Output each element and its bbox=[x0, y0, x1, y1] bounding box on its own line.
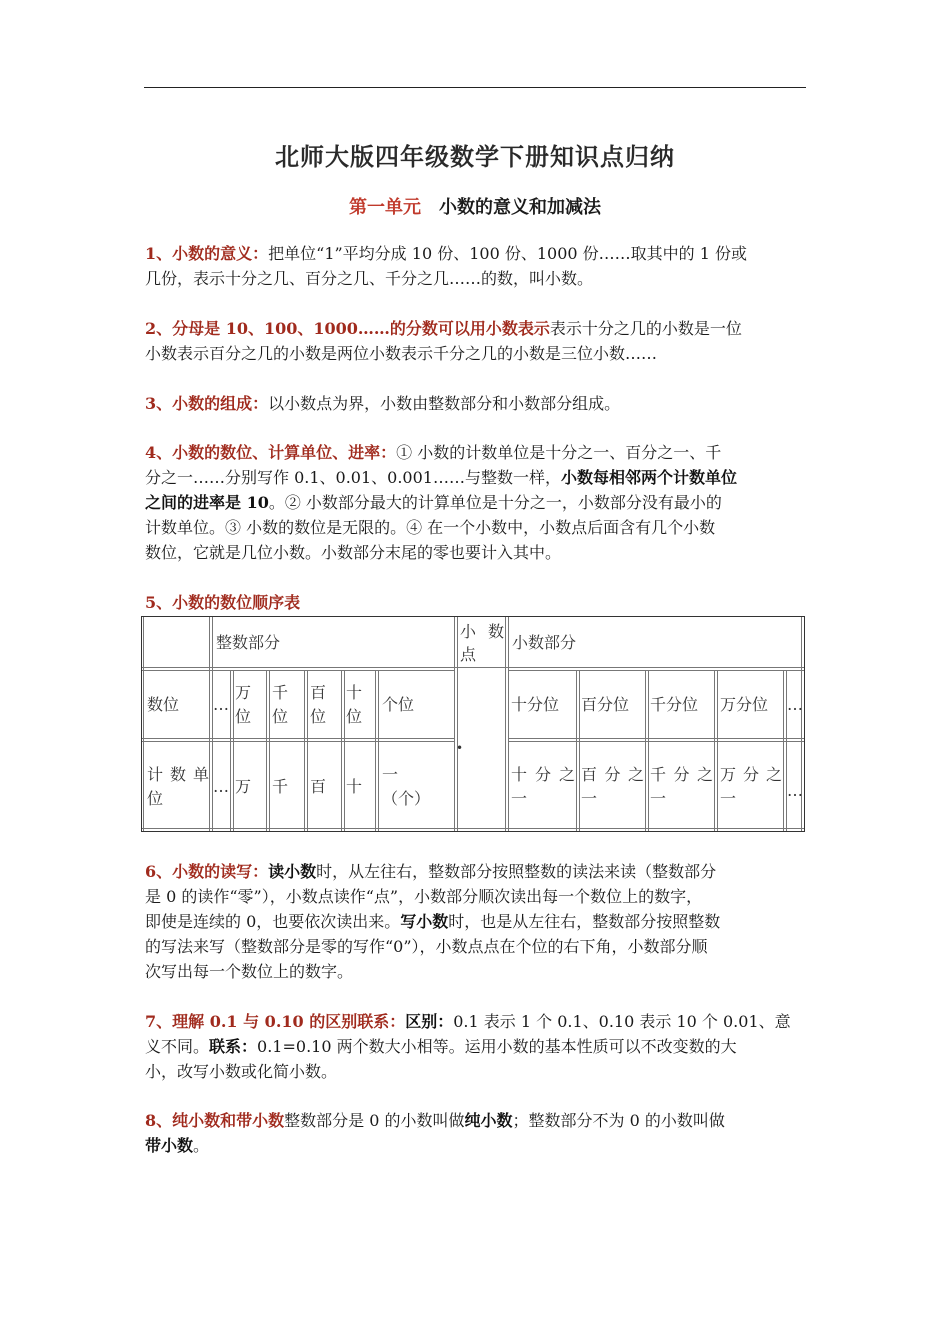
section-2-heading: 2、分母是 10、100、1000……的分数可以用小数表示 bbox=[145, 319, 550, 338]
table-rule bbox=[212, 617, 213, 831]
section-3-heading: 3、小数的组成： bbox=[145, 394, 269, 413]
table-rule bbox=[307, 670, 308, 831]
table-rule bbox=[269, 670, 270, 831]
table-rule bbox=[579, 670, 580, 831]
section-8-emphasis: 纯小数 bbox=[464, 1111, 513, 1130]
unit-hundredth-a: 百 分 之 bbox=[581, 765, 644, 784]
table-rule bbox=[233, 670, 234, 831]
table-rule bbox=[142, 667, 804, 668]
table-rule bbox=[717, 670, 718, 831]
section-8 bbox=[145, 1108, 811, 1158]
section-7 bbox=[145, 1009, 811, 1084]
section-4-emphasis: 之间的进率是 10 bbox=[145, 493, 269, 512]
unit-wan: 万 bbox=[235, 777, 252, 796]
section-7-line: 小，改写小数或化简小数。 bbox=[145, 1062, 338, 1081]
section-3 bbox=[145, 391, 811, 416]
section-6-line: 时，从左往右，整数部分按照整数的读法来读（整数部分 bbox=[316, 862, 717, 881]
cell-qian-wei-a: 千 bbox=[272, 683, 289, 702]
document-title: 北师大版四年级数学下册知识点归纳 bbox=[275, 142, 675, 171]
decimal-point-dot: • bbox=[456, 741, 464, 755]
section-3-line: 以小数点为界，小数由整数部分和小数部分组成。 bbox=[268, 394, 621, 413]
table-rule bbox=[344, 670, 345, 831]
section-6-line: 时，也是从左往右，整数部分按照整数 bbox=[448, 912, 721, 931]
header-decimal-point bbox=[460, 620, 504, 643]
cell-tenths: 十分位 bbox=[511, 695, 560, 714]
section-6 bbox=[145, 859, 811, 984]
unit-bai: 百 bbox=[310, 777, 327, 796]
section-4-line: ① 小数的计数单位是十分之一、百分之一、千 bbox=[396, 443, 722, 462]
section-4-line: 计数单位。③ 小数的数位是无限的。④ 在一个小数中，小数点后面含有几个小数 bbox=[145, 518, 716, 537]
table-rule bbox=[143, 617, 144, 831]
cell-bai-wei-b: 位 bbox=[310, 707, 327, 726]
section-8-line: 。 bbox=[193, 1136, 210, 1155]
table-rule bbox=[457, 617, 458, 831]
cell-shi-wei-b: 位 bbox=[346, 707, 363, 726]
section-8-emphasis: 带小数 bbox=[145, 1136, 194, 1155]
section-4-emphasis: 小数每相邻两个计数单位 bbox=[560, 468, 737, 487]
cell-wan-wei-b: 位 bbox=[235, 707, 252, 726]
table-rule bbox=[341, 670, 342, 831]
section-6-line: 是 0 的读作“零”），小数点读作“点”，小数部分顺次读出每一个数位上的数字， bbox=[145, 887, 703, 906]
section-7-line: 0.1 表示 1 个 0.1、0.10 表示 10 个 0.01、意 bbox=[453, 1012, 791, 1031]
table-rule bbox=[508, 741, 804, 742]
table-rule bbox=[714, 670, 715, 831]
section-7-heading: 7、理解 0.1 与 0.10 的区别联系： bbox=[145, 1012, 406, 1031]
section-4-line: 分之一……分别写作 0.1、0.01、0.001……与整数一样， bbox=[145, 468, 561, 487]
table-rule bbox=[508, 617, 509, 831]
cell-bai-wei-a: 百 bbox=[310, 683, 327, 702]
row-label-place: 数位 bbox=[147, 695, 180, 714]
section-7-line: 0.1=0.10 两个数大小相等。运用小数的基本性质可以不改变数的大 bbox=[257, 1037, 737, 1056]
ellipsis-cell: … bbox=[787, 781, 803, 800]
section-1-line: 把单位“1”平均分成 10 份、100 份、1000 份……取其中的 1 份或 bbox=[268, 244, 747, 263]
section-8-heading: 8、纯小数和带小数 bbox=[145, 1111, 285, 1130]
table-rule bbox=[375, 670, 376, 831]
header-decimal-point-char: 小 bbox=[460, 622, 480, 641]
header-integer-part: 整数部分 bbox=[216, 633, 281, 652]
section-6-emphasis: 读小数 bbox=[268, 862, 317, 881]
unit-qian: 千 bbox=[272, 777, 289, 796]
unit-ten-thousandth-a: 万 分 之 bbox=[720, 765, 782, 784]
row-label-unit-a: 计 数 单 bbox=[147, 765, 209, 784]
section-1-heading: 1、小数的意义： bbox=[145, 244, 269, 263]
table-rule bbox=[209, 617, 210, 831]
unit-ge-b: （个） bbox=[382, 789, 431, 808]
section-6-heading: 6、小数的读写： bbox=[145, 862, 269, 881]
section-1 bbox=[145, 241, 811, 291]
place-value-table bbox=[141, 616, 805, 832]
section-6-line: 次写出每一个数位上的数字。 bbox=[145, 962, 354, 981]
section-7-emphasis: 联系： bbox=[209, 1037, 258, 1056]
ellipsis-cell: … bbox=[213, 777, 229, 796]
unit-ten-thousandth-b: 一 bbox=[720, 789, 737, 808]
section-2-line: 小数表示百分之几的小数是两位小数表示千分之几的小数是三位小数…… bbox=[145, 344, 658, 363]
table-rule bbox=[783, 670, 784, 831]
cell-hundredths: 百分位 bbox=[581, 695, 630, 714]
section-6-emphasis: 写小数 bbox=[400, 912, 449, 931]
section-7-line: 义不同。 bbox=[145, 1037, 210, 1056]
table-rule bbox=[266, 670, 267, 831]
table-rule bbox=[142, 670, 454, 671]
section-6-line: 的写法来写（整数部分是零的写作“0”），小数点点在个位的右下角，小数部分顺 bbox=[145, 937, 708, 956]
table-rule bbox=[505, 617, 506, 831]
table-rule bbox=[576, 670, 577, 831]
row-label-unit-b: 位 bbox=[147, 789, 164, 808]
section-8-line: ；整数部分不为 0 的小数叫做 bbox=[512, 1111, 725, 1130]
table-rule bbox=[378, 670, 379, 831]
section-4-line: 。② 小数部分最大的计算单位是十分之一，小数部分没有最小的 bbox=[268, 493, 722, 512]
cell-qian-wei-b: 位 bbox=[272, 707, 289, 726]
unit-shi: 十 bbox=[346, 777, 363, 796]
unit-heading bbox=[0, 193, 950, 219]
table-rule bbox=[645, 670, 646, 831]
table-rule bbox=[142, 738, 454, 739]
table-rule bbox=[142, 741, 454, 742]
section-6-line: 即使是连续的 0，也要依次读出来。 bbox=[145, 912, 401, 931]
header-rule bbox=[144, 87, 806, 88]
unit-thousandth-b: 一 bbox=[650, 789, 667, 808]
ellipsis-cell: … bbox=[787, 695, 803, 714]
table-rule bbox=[304, 670, 305, 831]
section-5-heading: 5、小数的数位顺序表 bbox=[145, 593, 301, 612]
unit-thousandth-a: 千 分 之 bbox=[650, 765, 713, 784]
unit-label: 第一单元 bbox=[349, 197, 421, 218]
table-rule bbox=[454, 617, 455, 831]
section-4-heading: 4、小数的数位、计算单位、进率： bbox=[145, 443, 397, 462]
cell-ge-wei: 个位 bbox=[382, 695, 415, 714]
table-rule bbox=[508, 738, 804, 739]
table-rule bbox=[142, 828, 804, 829]
table-rule bbox=[230, 670, 231, 831]
section-1-line: 几份，表示十分之几、百分之几、千分之几……的数，叫小数。 bbox=[145, 269, 594, 288]
header-decimal-point-char: 点 bbox=[460, 645, 477, 664]
cell-wan-wei-a: 万 bbox=[235, 683, 252, 702]
cell-thousandths: 千分位 bbox=[650, 695, 699, 714]
section-5 bbox=[145, 590, 811, 615]
unit-ge-a: 一 bbox=[382, 765, 399, 784]
unit-name: 小数的意义和加减法 bbox=[439, 197, 601, 218]
table-rule bbox=[508, 670, 804, 671]
section-2 bbox=[145, 316, 811, 366]
unit-tenth-a: 十 分 之 bbox=[511, 765, 575, 784]
section-2-line: 表示十分之几的小数是一位 bbox=[549, 319, 742, 338]
table-rule bbox=[648, 670, 649, 831]
section-4-line: 数位，它就是几位小数。小数部分末尾的零也要计入其中。 bbox=[145, 543, 562, 562]
section-4 bbox=[145, 440, 811, 565]
unit-tenth-b: 一 bbox=[511, 789, 528, 808]
header-decimal-part: 小数部分 bbox=[512, 633, 577, 652]
ellipsis-cell: … bbox=[213, 695, 229, 714]
header-decimal-point-char: 数 bbox=[487, 622, 504, 641]
cell-ten-thousandths: 万分位 bbox=[720, 695, 769, 714]
section-7-emphasis: 区别： bbox=[405, 1012, 454, 1031]
section-8-line: 整数部分是 0 的小数叫做 bbox=[284, 1111, 465, 1130]
unit-hundredth-b: 一 bbox=[581, 789, 598, 808]
cell-shi-wei-a: 十 bbox=[346, 683, 363, 702]
